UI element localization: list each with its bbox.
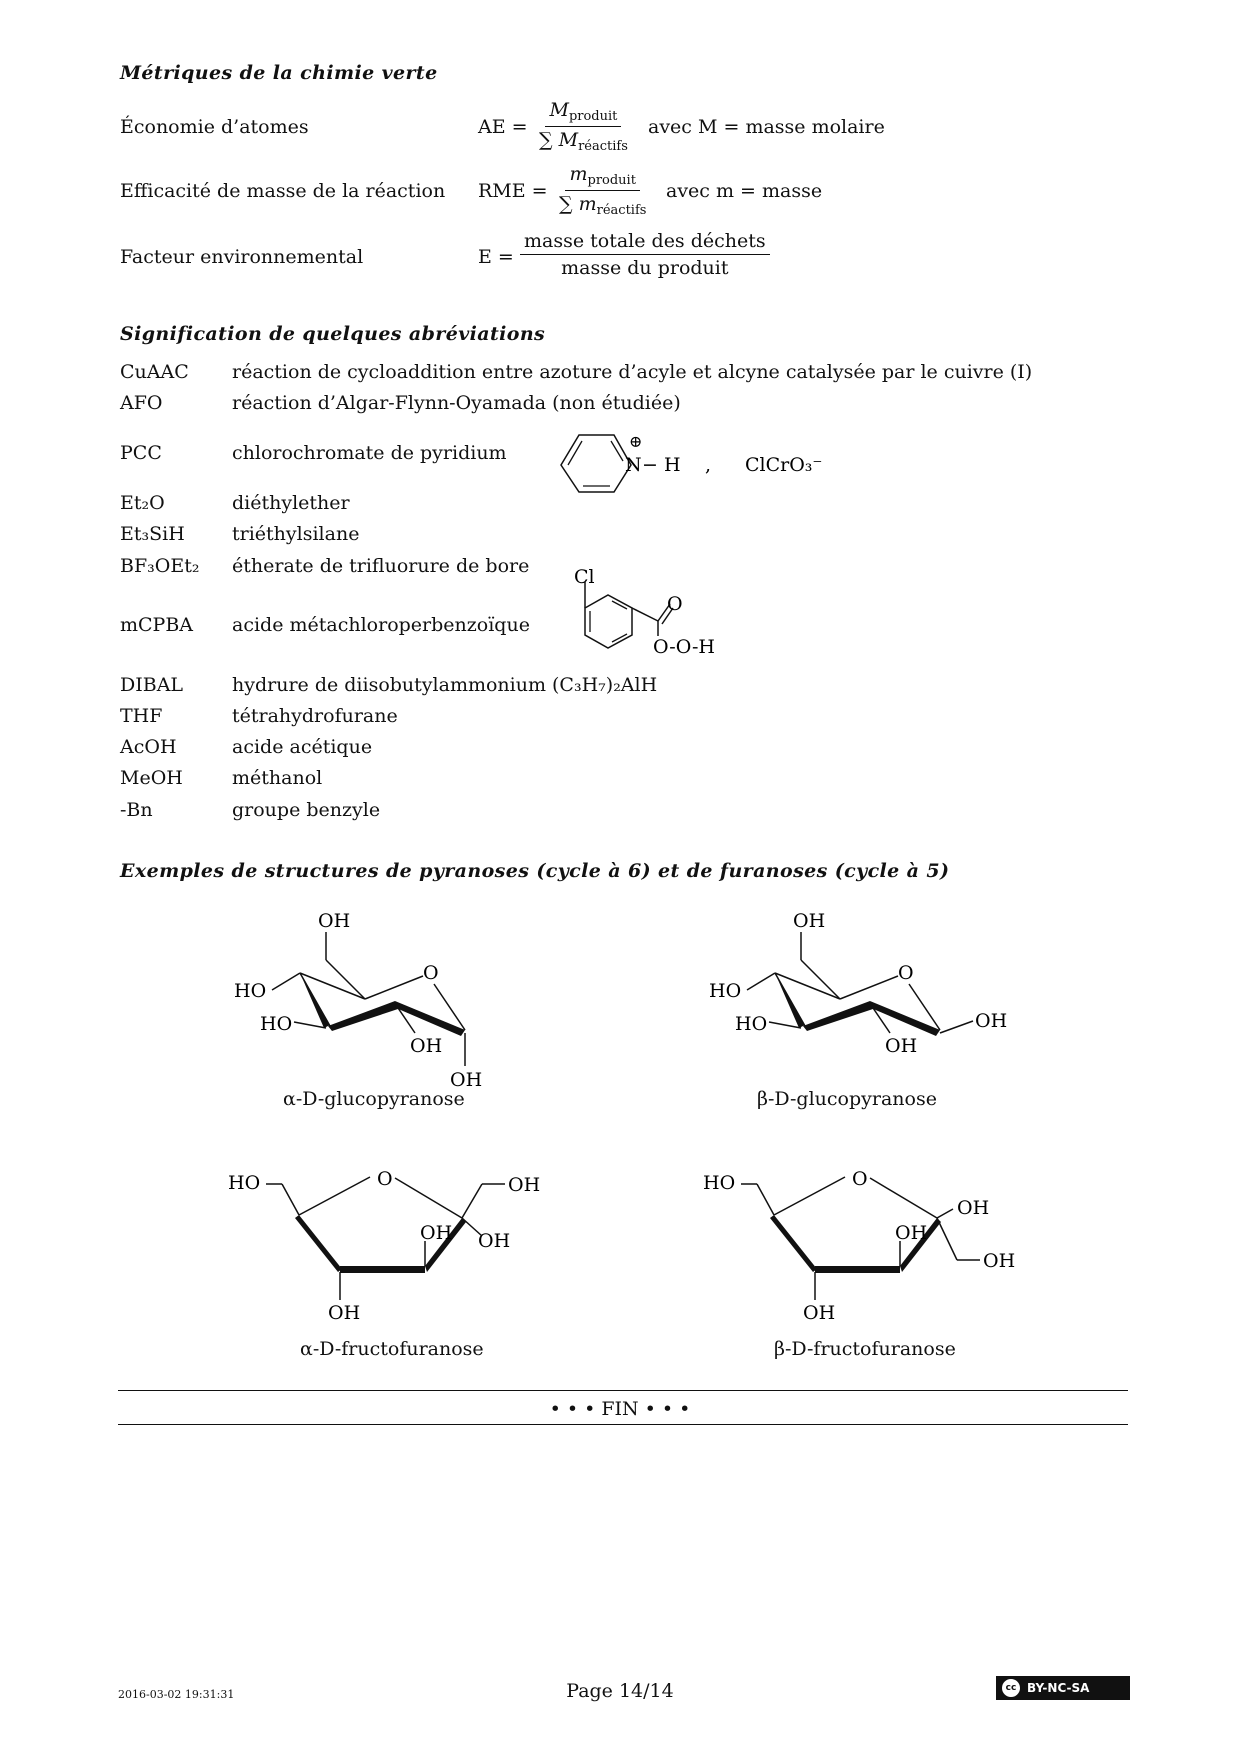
def-pcc: chlorochromate de pyridium (232, 442, 507, 464)
end-rule-top (118, 1390, 1128, 1391)
abbr-mcpba: mCPBA (120, 614, 194, 636)
end-marker: • • • FIN • • • (549, 1398, 691, 1420)
footer-timestamp: 2016-03-02 19:31:31 (118, 1688, 235, 1701)
a-fru-ring-o: O (377, 1168, 393, 1190)
b-glc-ho-c4: HO (709, 980, 742, 1002)
ae-num-sub: produit (568, 109, 618, 124)
caption-beta-glucopyranose: β-D-glucopyranose (757, 1088, 937, 1110)
abbr-et3sih: Et₃SiH (120, 523, 185, 545)
abbr-afo: AFO (120, 392, 163, 414)
a-glc-oh-c2: OH (410, 1035, 443, 1057)
mcpba-structure (560, 566, 740, 680)
abbr-et2o: Et₂O (120, 492, 165, 514)
metric-lhs-rme: RME = (478, 180, 548, 202)
caption-beta-fructofuranose: β-D-fructofuranose (774, 1338, 956, 1360)
def-afo: réaction d’Algar-Flynn-Oyamada (non étudiée) (232, 392, 681, 414)
e-numerator: masse totale des déchets (520, 230, 770, 255)
fraction-rme (555, 163, 650, 218)
b-fru-oh-c1: OH (983, 1250, 1016, 1272)
metric-label-rme: Efficacité de masse de la réaction (120, 180, 446, 202)
b-glc-ring-o: O (898, 962, 914, 984)
pcc-separator: , (705, 454, 712, 476)
rme-den-sub: réactifs (596, 203, 647, 218)
a-fru-ho-c6: HO (228, 1172, 261, 1194)
b-fru-oh-c2: OH (957, 1197, 990, 1219)
ae-note: avec M = masse molaire (648, 116, 885, 138)
rme-note: avec m = masse (666, 180, 823, 202)
beta-fructofuranose-structure (695, 1160, 1035, 1330)
mcpba-peroxy: O-O-H (653, 636, 715, 658)
def-thf: tétrahydrofurane (232, 705, 398, 727)
license-badge (996, 1676, 1130, 1700)
abbr-acoh: AcOH (120, 736, 177, 758)
end-rule-bottom (118, 1424, 1128, 1425)
b-fru-oh-c3: OH (895, 1222, 928, 1244)
footer-page-number: Page 14/14 (566, 1680, 674, 1702)
rme-num-symbol: m (569, 163, 588, 185)
abbr-dibal: DIBAL (120, 674, 184, 696)
a-glc-ho-c4: HO (234, 980, 267, 1002)
ae-den-sub: réactifs (578, 139, 628, 154)
alpha-glucopyranose-structure (220, 900, 520, 1120)
rme-num-sub: produit (587, 173, 636, 188)
e-denominator: masse du produit (561, 257, 729, 279)
abbr-cuaac: CuAAC (120, 361, 189, 383)
pyridinium-n: N (625, 454, 642, 476)
section-heading-sugars: Exemples de structures de pyranoses (cycle à 6) et de furanoses (cycle à 5) (120, 860, 950, 882)
metric-lhs-e: E = (478, 246, 514, 268)
beta-glucopyranose-structure (695, 900, 1025, 1120)
b-glc-ho-c3: HO (735, 1013, 768, 1035)
rme-den-symbol: ∑ m (559, 193, 597, 215)
b-glc-oh-c6: OH (793, 910, 826, 932)
alpha-fructofuranose-structure (220, 1160, 540, 1330)
pyridinium-h: − H (642, 454, 681, 476)
def-dibal: hydrure de diisobutylammonium (C₃H₇)₂AlH (232, 674, 658, 696)
fraction-ae (535, 99, 632, 154)
metric-label-e-factor: Facteur environnemental (120, 246, 364, 268)
a-fru-oh-c4: OH (328, 1302, 361, 1324)
pyridinium-structure (545, 425, 835, 495)
caption-alpha-fructofuranose: α-D-fructofuranose (300, 1338, 484, 1360)
abbr-meoh: MeOH (120, 767, 183, 789)
mcpba-cl: Cl (574, 566, 595, 588)
section-heading-metrics: Métriques de la chimie verte (120, 62, 438, 84)
metric-label-atom-economy: Économie d’atomes (120, 116, 309, 138)
b-glc-oh-c1: OH (975, 1010, 1008, 1032)
a-glc-oh-c6: OH (318, 910, 351, 932)
def-mcpba: acide métachloroperbenzoïque (232, 614, 530, 636)
positive-charge-icon: ⊕ (629, 432, 643, 451)
b-glc-oh-c2: OH (885, 1035, 918, 1057)
ae-den-symbol: ∑ M (539, 129, 579, 151)
cc-icon: cc (1001, 1678, 1021, 1698)
mcpba-carbonyl-o: O (667, 593, 683, 615)
a-glc-oh-c1: OH (450, 1069, 483, 1091)
a-fru-oh-c2: OH (478, 1230, 511, 1252)
abbr-pcc: PCC (120, 442, 162, 464)
a-glc-ring-o: O (423, 962, 439, 984)
def-bn: groupe benzyle (232, 799, 381, 821)
fraction-e (520, 230, 770, 279)
abbr-bf3oet2: BF₃OEt₂ (120, 555, 200, 577)
abbr-thf: THF (120, 705, 163, 727)
abbr-bn: -Bn (120, 799, 153, 821)
chlorochromate-anion: ClCrO₃⁻ (745, 454, 823, 476)
a-glc-ho-c3: HO (260, 1013, 293, 1035)
def-et3sih: triéthylsilane (232, 523, 360, 545)
ae-num-symbol: M (549, 99, 569, 121)
def-acoh: acide acétique (232, 736, 373, 758)
def-bf3oet2: étherate de trifluorure de bore (232, 555, 530, 577)
b-fru-ring-o: O (852, 1168, 868, 1190)
a-fru-oh-c3: OH (420, 1222, 453, 1244)
a-fru-oh-c1: OH (508, 1174, 541, 1196)
b-fru-oh-c4: OH (803, 1302, 836, 1324)
def-et2o: diéthylether (232, 492, 350, 514)
license-label: BY-NC-SA (1027, 1681, 1090, 1695)
caption-alpha-glucopyranose: α-D-glucopyranose (283, 1088, 465, 1110)
def-cuaac: réaction de cycloaddition entre azoture d’acyle et alcyne catalysée par le cuivre (I) (232, 361, 1033, 383)
b-fru-ho-c6: HO (703, 1172, 736, 1194)
def-meoh: méthanol (232, 767, 323, 789)
section-heading-abbreviations: Signification de quelques abréviations (120, 323, 546, 345)
metric-lhs-ae: AE = (478, 116, 528, 138)
